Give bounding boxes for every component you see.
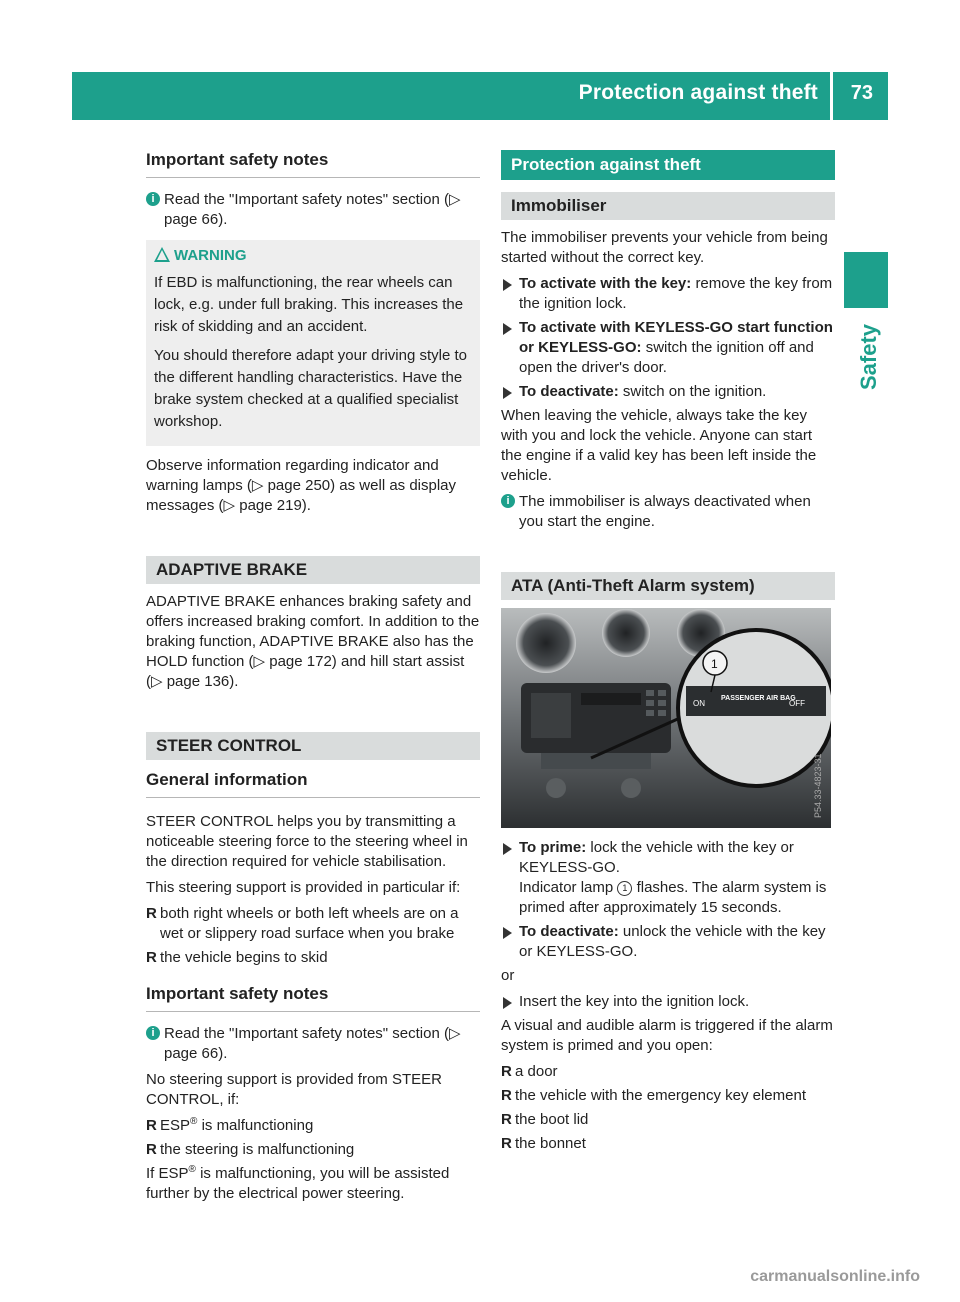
list-item-text: a door [515,1063,558,1080]
step-label: To activate with the key: [519,275,692,292]
bullet-marker: R [146,1117,157,1134]
header-divider [830,72,833,120]
step-text: remove the key from the ignition lock. [519,275,833,312]
body-paragraph: No steering support is provided from STEER CONTROL, if: [146,1071,442,1108]
section-heading: STEER CONTROL [146,732,480,760]
warning-title [154,246,472,266]
list-item-text: the vehicle begins to skid [160,949,328,966]
chapter-tab [844,252,888,308]
list-item [146,1116,480,1136]
step-label: To deactivate: [519,923,619,940]
subsection-heading: Immobiliser [501,192,835,220]
info-note [146,1024,480,1064]
step-text: Insert the key into the ignition lock. [519,993,750,1010]
warning-icon [154,247,170,262]
step-text: switch the ignition off and open the driver's door. [519,339,814,376]
body-paragraph [146,1164,480,1204]
list-item [146,904,480,944]
info-note-text: The immobiliser is always deactivated when you start the engine. [519,493,811,530]
indicator-on-label: ON [693,699,705,708]
page-header [72,72,888,120]
warning-paragraph: If EBD is malfunctioning, the rear wheels can lock, e.g. under full braking. This increases the risk of skidding and an accident. [154,274,464,335]
callout-1-icon: 1 [617,881,632,896]
list-item-text: both right wheels or both left wheels are on a wet or slippery road surface when you brake [160,905,459,942]
watermark: carmanualsonline.info [750,1268,920,1285]
dashboard-illustration [501,608,831,828]
list-item-text: the steering is malfunctioning [160,1141,355,1158]
bullet-marker: R [146,1141,157,1158]
instruction-step [501,992,835,1012]
callout-number: 1 [711,657,718,671]
section-heading: ADAPTIVE BRAKE [146,556,480,584]
list-item [501,1086,835,1106]
body-paragraph: ADAPTIVE BRAKE enhances braking safety and offers increased braking comfort. In addition to the braking function, ADAPTIVE BRAKE also has the HOLD function (▷ page 172) and hill start assist (▷ page 136). [146,593,480,690]
right-column [501,150,835,1158]
instruction-step [501,318,835,378]
bullet-marker: R [146,949,157,966]
indicator-off-label: OFF [789,699,805,708]
step-arrow-icon [503,387,512,399]
list-item [146,1140,480,1160]
list-item-text: the boot lid [515,1111,589,1128]
section-heading: Important safety notes [146,150,480,178]
body-paragraph: The immobiliser prevents your vehicle from being started without the correct key. [501,229,828,266]
instruction-step [501,382,835,402]
body-paragraph: When leaving the vehicle, always take the key with you and lock the vehicle. Anyone can start the engine if a valid key has been left inside the vehicle. [501,407,817,484]
body-paragraph: A visual and audible alarm is triggered if the alarm system is primed and you open: [501,1017,833,1054]
list-item-text: the bonnet [515,1135,586,1152]
step-text: Indicator lamp [519,879,614,896]
bullet-marker: R [146,905,157,922]
header-title: Protection against theft [578,81,818,104]
subsection-heading: General information [146,770,480,798]
bullet-marker: R [501,1111,512,1128]
step-text: flashes. The alarm system is primed after approximately 15 seconds. [519,879,827,916]
section-heading: Protection against theft [501,150,835,180]
step-text: switch on the ignition. [622,383,767,400]
step-arrow-icon [503,927,512,939]
body-paragraph: Observe information regarding indicator and warning lamps (▷ page 250) as well as display messages (▷ page 219). [146,457,457,514]
chapter-label-text: Safety [856,323,881,391]
step-label: To prime: [519,839,587,856]
list-item [501,1110,835,1130]
list-item [146,948,480,968]
registered-mark: ® [188,1164,196,1175]
body-text: is malfunctioning, you will be assisted further by the electrical power steering. [146,1165,450,1202]
warning-paragraph: You should therefore adapt your driving style to the different handling characteristics. Have the brake system checked at a qualified specialist workshop. [154,347,467,430]
instruction-step [501,274,835,314]
registered-mark: ® [190,1116,198,1127]
list-item [501,1134,835,1154]
page-number: 73 [850,82,873,104]
info-note-text: Read the "Important safety notes" section (▷ page 66). [164,1025,461,1062]
step-label: To activate with KEYLESS-GO start function or KEYLESS-GO: [519,319,833,356]
warning-title-text: WARNING [174,247,247,264]
step-text: unlock the vehicle with the key or KEYLESS-GO. [519,923,826,960]
info-note [146,190,480,230]
body-paragraph: This steering support is provided in particular if: [146,879,461,896]
section-heading: ATA (Anti-Theft Alarm system) [501,572,835,600]
step-label: To deactivate: [519,383,619,400]
image-code: P54.33-4823-31 [813,753,823,818]
list-item-text: is malfunctioning [201,1117,314,1134]
body-paragraph: or [501,967,515,984]
esp-label: If ESP [146,1165,189,1182]
info-icon: i [146,1026,160,1040]
step-text: lock the vehicle with the key or KEYLESS-GO. [519,839,794,876]
step-arrow-icon [503,843,512,855]
info-note-text: Read the "Important safety notes" section (▷ page 66). [164,191,461,228]
list-item [501,1062,835,1082]
instruction-step [501,838,835,918]
body-paragraph: STEER CONTROL helps you by transmitting a noticeable steering force to the steering wheel in the direction required for vehicle stabilisation. [146,813,468,870]
section-heading: Important safety notes [146,984,480,1012]
list-item-text: the vehicle with the emergency key element [515,1087,806,1104]
indicator-label: PASSENGER AIR BAG [721,695,796,702]
dashboard-photo [501,608,831,828]
bullet-marker: R [501,1135,512,1152]
bullet-marker: R [501,1087,512,1104]
chapter-label [830,322,908,392]
warning-box [146,240,480,446]
step-arrow-icon [503,279,512,291]
esp-label: ESP [160,1117,191,1134]
bullet-marker: R [501,1063,512,1080]
instruction-step [501,922,835,962]
step-arrow-icon [503,997,512,1009]
info-note [501,492,835,532]
left-column [146,150,480,1210]
info-icon: i [501,494,515,508]
info-icon: i [146,192,160,206]
step-arrow-icon [503,323,512,335]
